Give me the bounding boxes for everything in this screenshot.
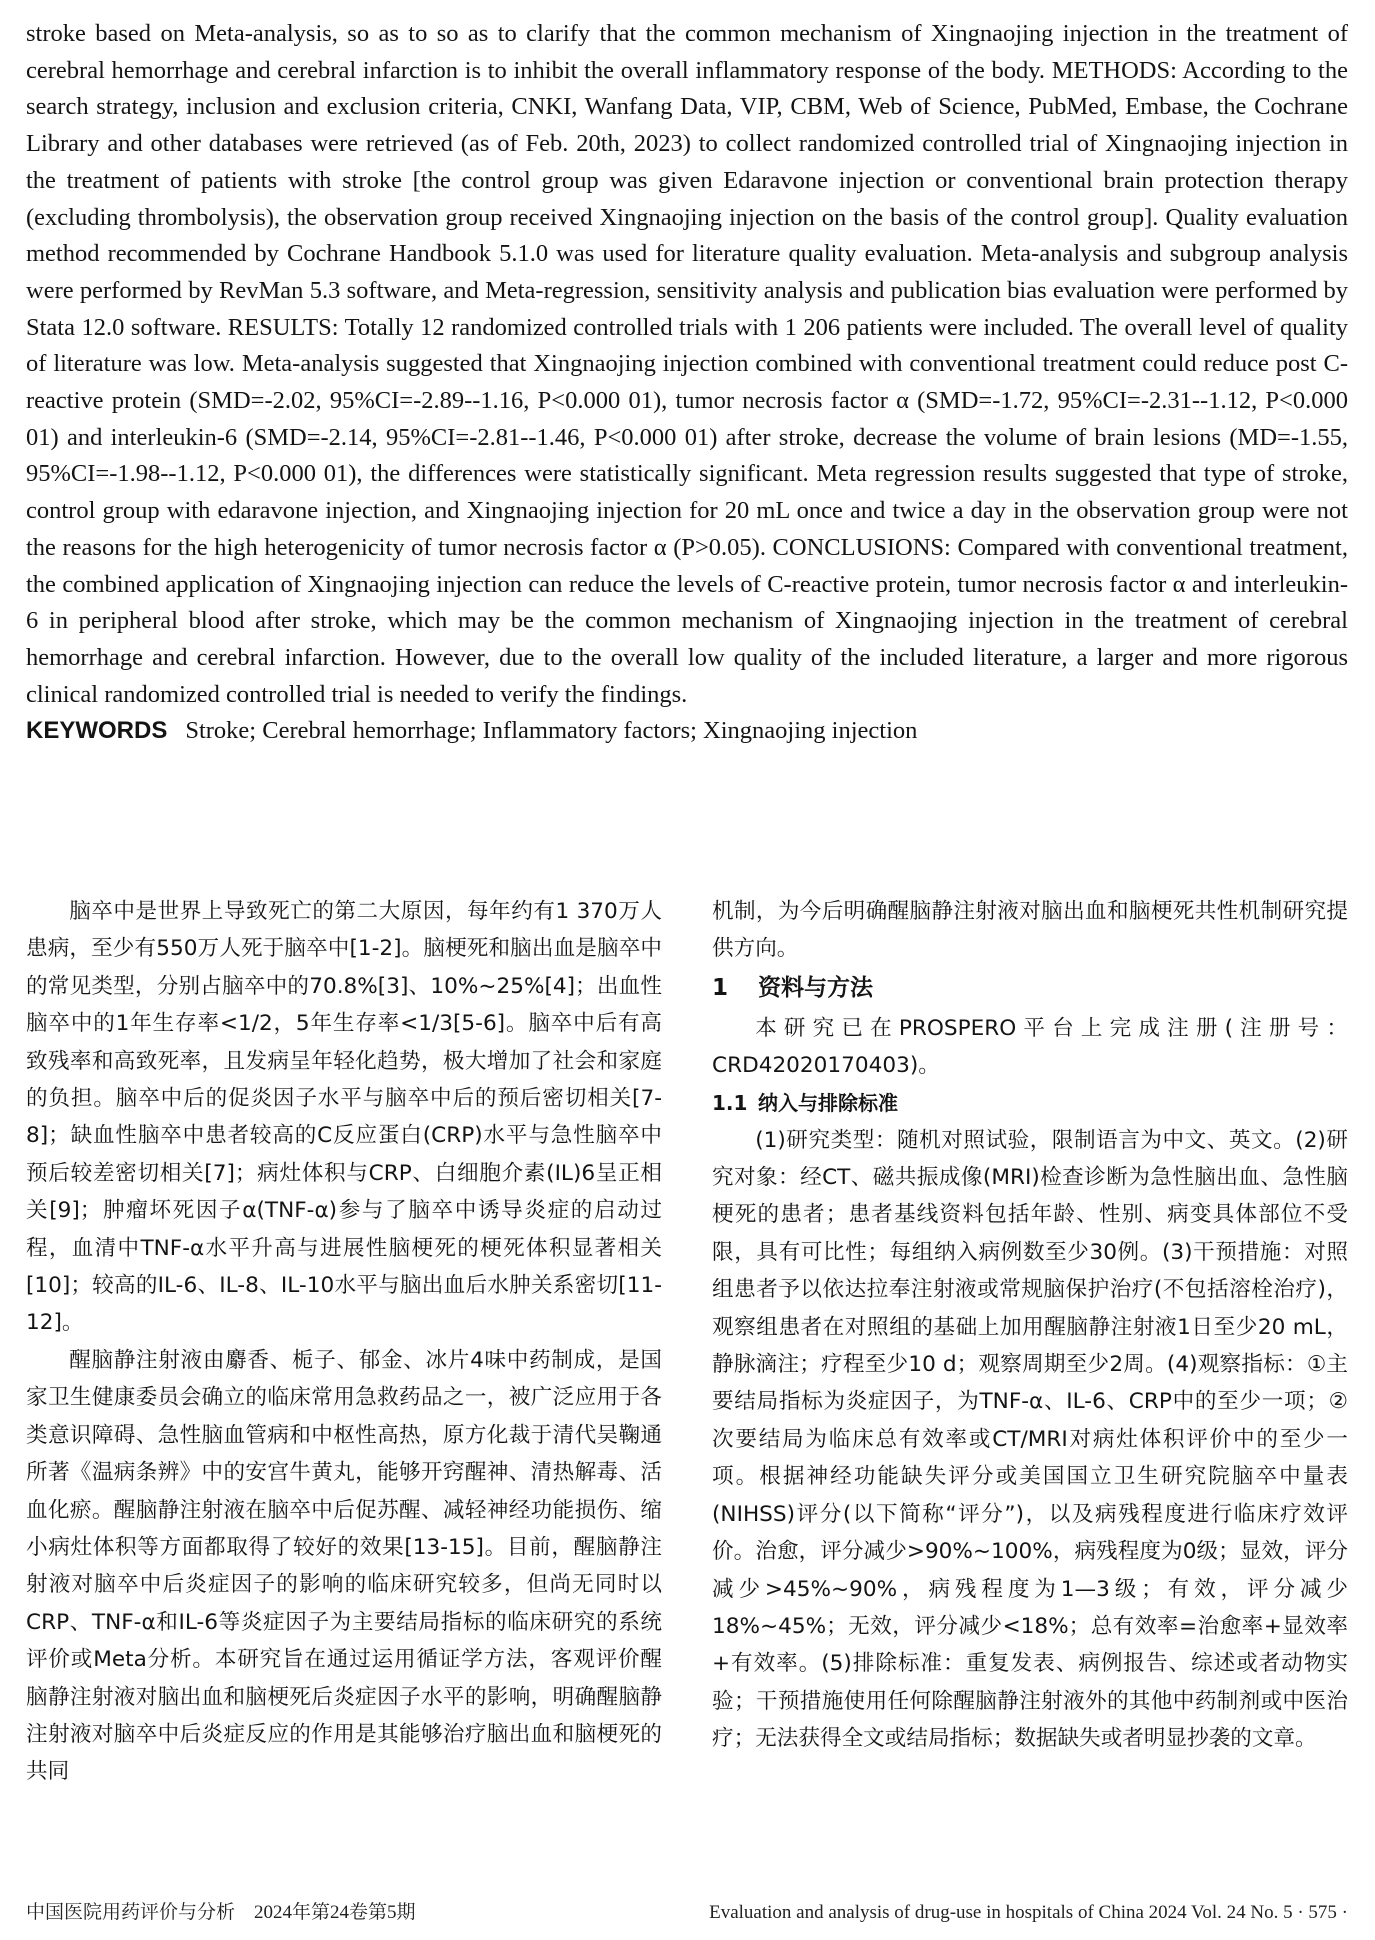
- intro-paragraph-2-continued: 机制，为今后明确醒脑静注射液对脑出血和脑梗死共性机制研究提供方向。: [712, 899, 1348, 962]
- english-abstract: [26, 16, 1348, 750]
- abstract-body: stroke based on Meta-analysis, so as to so as to clarify that the common mechanism of Xingnaojing injection in the treatment of cerebral hemorrhage and cerebral infarction is to inhibit the overall inflammatory response of the body. METHODS: According to the search strategy, inclusion and exclusion criteria, CNKI, Wanfang Data, VIP, CBM, Web of Science, PubMed, Embase, the Cochrane Library and other databases were retrieved (as of Feb. 20th, 2023) to collect randomized controlled trial of Xingnaojing injection in the treatment of patients with stroke [the control group was given Edaravone injection or conventional brain protection therapy (excluding thrombolysis), the observation group received Xingnaojing injection on the basis of the control group]. Quality evaluation method recommended by Cochrane Handbook 5.1.0 was used for literature quality evaluation. Meta-analysis and subgroup analysis were performed by RevMan 5.3 software, and Meta-regression, sensitivity analysis and publication bias evaluation were performed by Stata 12.0 software. RESULTS: Totally 12 randomized controlled trials with 1 206 patients were included. The overall level of quality of literature was low. Meta-analysis suggested that Xingnaojing injection combined with conventional treatment could reduce post C-reactive protein (SMD=-2.02, 95%CI=-2.89--1.16, P<0.000 01), tumor necrosis factor α (SMD=-1.72, 95%CI=-2.31--1.12, P<0.000 01) and interleukin-6 (SMD=-2.14, 95%CI=-2.81--1.46, P<0.000 01) after stroke, decrease the volume of brain lesions (MD=-1.55, 95%CI=-1.98--1.12, P<0.000 01), the differences were statistically significant. Meta regression results suggested that type of stroke, control group with edaravone injection, and Xingnaojing injection for 20 mL once and twice a day in the observation group were not the reasons for the high heterogenicity of tumor necrosis factor α (P>0.05). CONCLUSIONS: Compared with conventional treatment, the combined application of Xingnaojing injection can reduce the levels of C-reactive protein, tumor necrosis factor α and interleukin-6 in peripheral blood after stroke, which may be the common mechanism of Xingnaojing injection in the treatment of cerebral hemorrhage and cerebral infarction. However, due to the overall low quality of the included literature, a larger and more rigorous clinical randomized controlled trial is needed to verify the findings.: [26, 20, 1348, 708]
- subsection-number: 1.1: [712, 1090, 748, 1115]
- left-column: [26, 893, 662, 1791]
- section-number: 1: [712, 974, 729, 1001]
- subsection-heading: [712, 1085, 1348, 1122]
- intro-paragraph-2: 醒脑静注射液由麝香、栀子、郁金、冰片4味中药制成，是国家卫生健康委员会确立的临床常用急救药品之一，被广泛应用于各类意识障碍、急性脑血管病和中枢性高热，原方化裁于清代吴鞠通所著《温病条辨》中的安宫牛黄丸，能够开窍醒神、清热解毒、活血化瘀。醒脑静注射液在脑卒中后促苏醒、减轻神经功能损伤、缩小病灶体积等方面都取得了较好的效果[13-15]。目前，醒脑静注射液对脑卒中后炎症因子的影响的临床研究较多，但尚无同时以CRP、TNF-α和IL-6等炎症因子为主要结局指标的临床研究的系统评价或Meta分析。本研究旨在通过运用循证学方法，客观评价醒脑静注射液对脑出血和脑梗死后炎症因子水平的影响，明确醒脑静注射液对脑卒中后炎症反应的作用是其能够治疗脑出血和脑梗死的共同: [26, 1347, 662, 1785]
- section-heading: [712, 970, 1348, 1007]
- page-footer: [26, 1898, 1348, 1928]
- footer-journal-cn: 中国医院用药评价与分析 2024年第24卷第5期: [26, 1902, 416, 1923]
- right-column: [712, 893, 1348, 1758]
- criteria-paragraph: (1)研究类型：随机对照试验，限制语言为中文、英文。(2)研究对象：经CT、磁共振成像(MRI)检查诊断为急性脑出血、急性脑梗死的患者；患者基线资料包括年龄、性别、病变具体部位不受限，具有可比性；每组纳入病例数至少30例。(3)干预措施：对照组患者予以依达拉奉注射液或常规脑保护治疗(不包括溶栓治疗)，观察组患者在对照组的基础上加用醒脑静注射液1日至少20 mL，静脉滴注；疗程至少10 d；观察周期至少2周。(4)观察指标：①主要结局指标为炎症因子，为TNF-α、IL-6、CRP中的至少一项；②次要结局为临床总有效率或CT/MRI对病灶体积评价中的至少一项。根据神经功能缺失评分或美国国立卫生研究院脑卒中量表(NIHSS)评分(以下简称“评分”)，以及病残程度进行临床疗效评价。治愈，评分减少>90%~100%，病残程度为0级；显效，评分减少>45%~90%，病残程度为1—3级；有效，评分减少18%~45%；无效，评分减少<18%；总有效率=治愈率+显效率+有效率。(5)排除标准：重复发表、病例报告、综述或者动物实验；干预措施使用任何除醒脑静注射液外的其他中药制剂或中医治疗；无法获得全文或结局指标；数据缺失或者明显抄袭的文章。: [712, 1127, 1348, 1752]
- section-title: 资料与方法: [758, 974, 873, 1001]
- registration-paragraph: 本研究已在PROSPERO平台上完成注册(注册号：CRD42020170403)。: [712, 1015, 1348, 1079]
- keywords-line: [26, 713, 1348, 750]
- keywords-label: KEYWORDS: [26, 717, 168, 745]
- keywords-text: Stroke; Cerebral hemorrhage; Inflammatory factors; Xingnaojing injection: [185, 717, 918, 745]
- footer-journal-en: Evaluation and analysis of drug-use in hospitals of China 2024 Vol. 24 No. 5 · 575 ·: [709, 1902, 1348, 1923]
- intro-paragraph-1: 脑卒中是世界上导致死亡的第二大原因，每年约有1 370万人患病，至少有550万人死于脑卒中[1-2]。脑梗死和脑出血是脑卒中的常见类型，分别占脑卒中的70.8%[3]、10%~25%[4]；出血性脑卒中的1年生存率<1/2，5年生存率<1/3[5-6]。脑卒中后有高致残率和高致死率，且发病呈年轻化趋势，极大增加了社会和家庭的负担。脑卒中后的促炎因子水平与脑卒中后的预后密切相关[7-8]；缺血性脑卒中患者较高的C反应蛋白(CRP)水平与急性脑卒中预后较差密切相关[7]；病灶体积与CRP、白细胞介素(IL)6呈正相关[9]；肿瘤坏死因子α(TNF-α)参与了脑卒中诱导炎症的启动过程，血清中TNF-α水平升高与进展性脑梗死的梗死体积显著相关[10]；较高的IL-6、IL-8、IL-10水平与脑出血后水肿关系密切[11-12]。: [26, 899, 662, 1336]
- subsection-title: 纳入与排除标准: [758, 1090, 898, 1115]
